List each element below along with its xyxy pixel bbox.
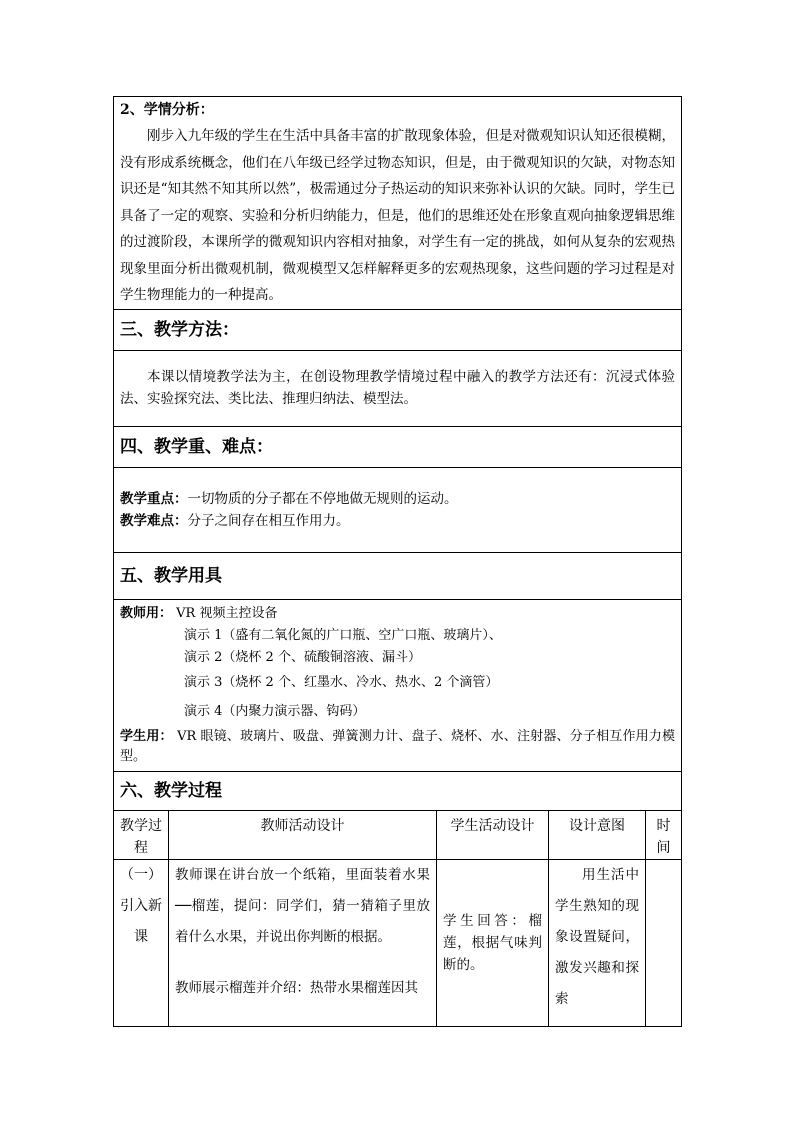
teacher-tool-item: VR 视频主控设备 — [172, 605, 278, 621]
student-tools-label: 学生用： — [120, 728, 173, 744]
key-point-text: 一切物质的分子都在不停地做无规则的运动。 — [187, 490, 458, 507]
section-2-row — [114, 97, 682, 310]
teacher-tool-item: 演示 3（烧杯 2 个、红墨水、冷水、热水、2 个滴管） — [184, 674, 499, 690]
design-intent-text: 用生活中学生熟知的现象设置疑问，激发兴趣和探索 — [555, 866, 639, 1007]
teacher-tools-line — [114, 603, 681, 625]
teacher-tool-item: 演示 1（盛有二氧化氮的广口瓶、空广口瓶、玻璃片）、 — [184, 627, 502, 643]
section-6-heading: 六、教学过程 — [120, 780, 222, 801]
difficulty-label: 教学难点： — [120, 512, 188, 529]
section-3-heading: 三、教学方法： — [120, 319, 239, 340]
document-page — [113, 96, 681, 1027]
key-point-line — [114, 488, 681, 510]
difficulty-line — [114, 510, 681, 532]
stage-cell: （一）引入新课 — [120, 866, 162, 945]
teacher-activity-text: 教师课在讲台放一个纸箱，里面装着水果──榴莲，提问：同学们，猜一猜箱子里放着什么水果，并说出你判断的根据。 — [175, 866, 430, 945]
student-tools-text: VR 眼镜、玻璃片、吸盘、弹簧测力计、盘子、烧杯、水、注射器、分子相互作用力模型。 — [120, 728, 676, 764]
process-row — [114, 859, 682, 1026]
lesson-plan-table — [113, 96, 682, 1027]
section-3-body-row — [114, 350, 682, 426]
section-5-body-row — [114, 599, 682, 771]
section-5-heading-row — [114, 552, 682, 599]
header-time: 时间 — [656, 817, 671, 856]
teacher-tool-item: 演示 2（烧杯 2 个、硫酸铜溶液、漏斗） — [184, 649, 421, 665]
teacher-tools-label: 教师用： — [120, 605, 173, 621]
section-4-heading-row — [114, 426, 682, 467]
header-stage: 教学过程 — [120, 817, 162, 856]
difficulty-text: 分子之间存在相互作用力。 — [187, 512, 350, 529]
student-activity-text: 学生回答：榴莲，根据气味判断的。 — [443, 912, 542, 973]
section-4-body-row — [114, 467, 682, 552]
header-design-intent: 设计意图 — [569, 817, 625, 834]
section-6-heading-row — [114, 771, 682, 810]
header-teacher-activity: 教师活动设计 — [260, 817, 345, 834]
teacher-tool-item: 演示 4（内聚力演示器、钩码） — [184, 703, 366, 719]
section-2-heading: 2、学情分析： — [120, 102, 214, 118]
section-3-paragraph: 本课以情境教学法为主，在创设物理教学情境过程中融入的教学方法还有：沉浸式体验法、实验探究法、类比法、推理归纳法、模型法。 — [120, 369, 676, 407]
key-point-label: 教学重点： — [120, 490, 188, 507]
section-4-heading: 四、教学重、难点： — [120, 436, 273, 457]
teacher-activity-text: 教师展示榴莲并介绍：热带水果榴莲因其 — [175, 979, 418, 996]
process-header-row — [114, 810, 682, 859]
section-2-paragraph: 刚步入九年级的学生在生活中具备丰富的扩散现象体验，但是对微观知识认知还很模糊，没有形成系统概念，他们在八年级已经学过物态知识，但是，由于微观知识的欠缺，对物态知识还是“知其然不知其所以然”，极需通过分子热运动的知识来弥补认识的欠缺。同时，学生已具备了一定的观察、实验和分析归纳能力，但是，他们的思维还处在形象直观向抽象逻辑思维的过渡阶段，本课所学的微观知识内容相对抽象，对学生有一定的挑战，如何从复杂的宏观热现象里面分析出微观机制，微观模型又怎样解释更多的宏观热现象，这些问题的学习过程是对学生物理能力的一种提高。 — [120, 128, 676, 303]
header-student-activity: 学生活动设计 — [450, 817, 535, 834]
section-5-heading: 五、教学用具 — [120, 565, 222, 586]
student-tools-line — [114, 727, 681, 767]
section-3-heading-row — [114, 309, 682, 350]
